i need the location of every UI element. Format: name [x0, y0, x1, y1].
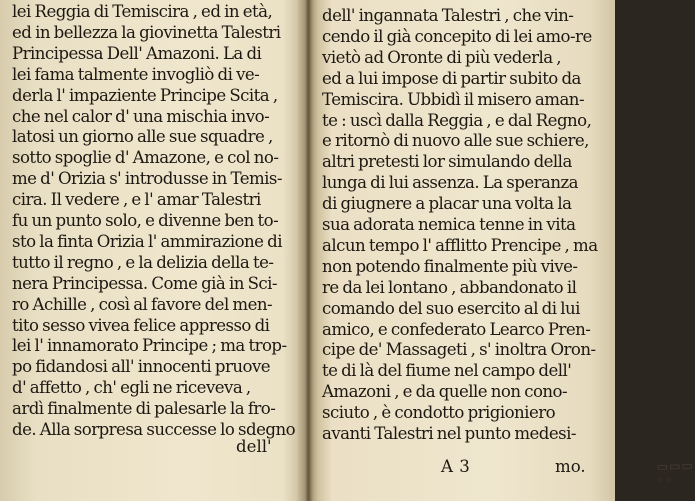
- text-line: te di là del fiume nel campo dell': [322, 361, 572, 381]
- left-catchword: dell': [236, 437, 272, 456]
- right-page-footer: [309, 457, 615, 479]
- text-line: Amazoni , e da quelle non cono-: [322, 382, 568, 402]
- text-line: derla l' impaziente Principe Scita ,: [12, 85, 278, 105]
- text-line: che nel calor d' una mischia invo-: [12, 106, 270, 126]
- text-line: me d' Orizia s' introdusse in Temis-: [12, 169, 282, 189]
- text-line: cira. Il vedere , e l' amar Talestri: [12, 190, 261, 210]
- text-line: e ritornò di nuovo alle sue schiere,: [322, 131, 589, 151]
- text-line: comando del suo esercito al di lui: [322, 298, 580, 318]
- text-line: sotto spoglie d' Amazone, e col no-: [12, 148, 279, 168]
- text-line: alcun tempo l' afflitto Prencipe , ma: [322, 235, 598, 255]
- text-line: te : uscì dalla Reggia , e dal Regno,: [322, 110, 592, 130]
- text-line: cendo il già concepito di lei amo-re: [322, 26, 592, 46]
- text-line: latosi un giorno alle sue squadre ,: [12, 127, 273, 147]
- text-line: tito sesso vivea felice appresso di: [12, 315, 270, 335]
- text-line: ed a lui impose di partir subito da: [322, 68, 581, 88]
- text-line: fu un punto solo, e divenne ben to-: [12, 211, 279, 230]
- text-line: dell' ingannata Talestri , che vin-: [322, 6, 574, 25]
- text-line: tutto il regno , e la delizia della te-: [12, 252, 274, 272]
- text-line: ed in bellezza la giovinetta Talestri: [12, 22, 281, 42]
- text-line: lei Reggia di Temiscira , ed in età,: [12, 2, 273, 21]
- text-line: po fidandosi all' innocenti pruove: [12, 357, 271, 377]
- right-catchword: mo.: [555, 457, 586, 476]
- text-line: nera Principessa. Come già in Sci-: [12, 273, 277, 293]
- text-line: vietò ad Oronte di più vederla ,: [322, 47, 562, 67]
- left-page: [0, 0, 305, 501]
- text-line: sua adorata nemica tenne in vita: [322, 215, 576, 234]
- text-line: Principessa Dell' Amazoni. La di: [12, 43, 262, 63]
- text-line: avanti Talestri nel punto medesi-: [322, 424, 576, 443]
- text-line: ardì finalmente di palesarle la fro-: [12, 399, 276, 419]
- right-page: [309, 0, 695, 501]
- text-line: lei l' innamorato Principe ; ma trop-: [12, 336, 287, 356]
- text-line: sto la finta Orizia l' ammirazione di: [12, 231, 282, 251]
- text-line: di giugnere a placar una volta la: [322, 194, 572, 214]
- library-stamp: ▭▭▭ ◦◦: [656, 458, 695, 488]
- text-line: Temiscira. Ubbidì il misero aman-: [322, 89, 585, 109]
- text-line: de. Alla sorpresa successe lo sdegno: [12, 420, 296, 439]
- text-line: non potendo finalmente più vive-: [322, 256, 578, 276]
- text-line: amico, e confederato Learco Pren-: [322, 319, 591, 339]
- text-line: altri pretesti lor simulando della: [322, 152, 572, 172]
- text-line: ro Achille , così al favore del men-: [12, 294, 273, 314]
- text-line: d' affetto , ch' egli ne riceveva ,: [12, 378, 251, 398]
- text-line: re da lei lontano , abbandonato il: [322, 277, 577, 297]
- text-line: lei fama talmente invogliò di ve-: [12, 64, 260, 84]
- text-line: sciuto , è condotto prigioniero: [322, 403, 556, 423]
- text-line: cipe de' Massageti , s' inoltra Oron-: [322, 340, 596, 360]
- text-line: lunga di lui assenza. La speranza: [322, 173, 579, 193]
- signature-mark: A 3: [441, 457, 471, 476]
